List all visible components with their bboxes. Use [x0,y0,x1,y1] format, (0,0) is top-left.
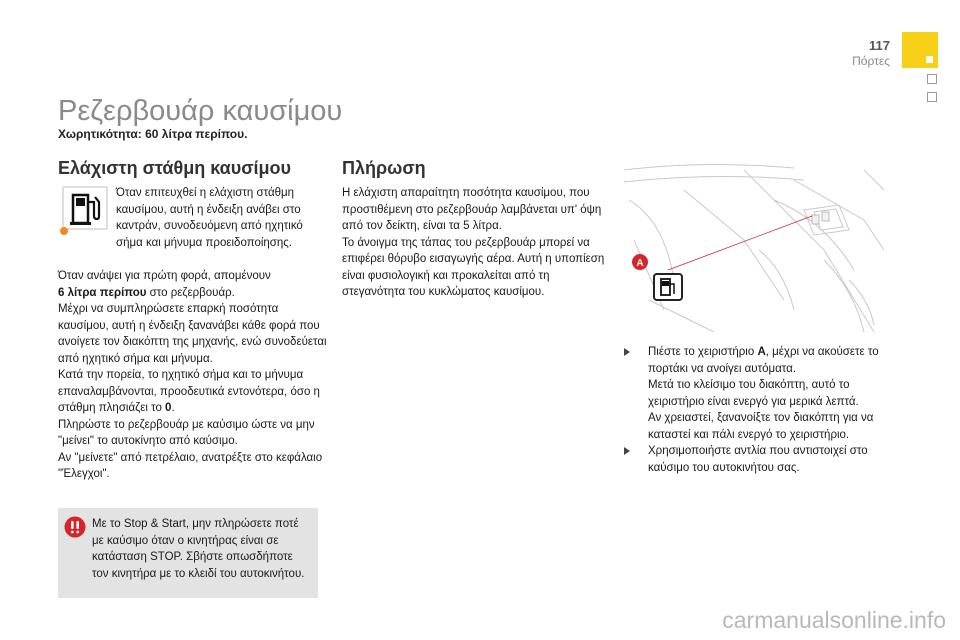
low-fuel-para-2: Μέχρι να συμπληρώσετε επαρκή ποσότητα καυσίμου, αυτή η ένδειξη ξανανάβει κάθε φορά που ανοίγετε τον διακόπτη της μηχανής, ενώ συνοδεύεται από ηχητικό σήμα και μήνυμα. [58,303,327,365]
tab-marker [926,56,933,63]
warning-text: Με το Stop & Start, μην πληρώσετε ποτέ με καύσιμο όταν ο κινητήρας είναι σε κατάσταση STOP. Σβήστε οπωσδήποτε τον κινητήρα με το κλειδί του αυτοκινήτου. [92,518,305,580]
stop-start-warning [58,508,318,598]
low-fuel-para-5: Αν "μείνετε" από πετρέλαιο, ανατρέξτε στο κεφάλαιο "Έλεγχοι". [58,451,323,480]
low-fuel-para-4: Πληρώστε το ρεζερβουάρ με καύσιμο ώστε να μην "μείνει" το αυτοκίνητο από καύσιμο. [58,418,315,447]
low-fuel-body [58,268,328,483]
low-fuel-para-3: Κατά την πορεία, το ηχητικό σήμα και το μήνυμα επαναλαμβάνονται, προοδευτικά εντονότερα, όσο η στάθμη πλησιάζει το 0. [58,369,320,414]
page-number: 117 [869,38,890,53]
watermark: carmanualsonline.info [722,607,946,633]
section-name: Πόρτες [852,54,890,68]
orange-indicator-dot [60,227,68,235]
triangle-bullet-icon [624,348,630,356]
door-panel-drawing [624,160,884,332]
low-fuel-heading: Ελάχιστη στάθμη καυσίμου [58,158,291,178]
instruction-list [624,344,894,476]
fuel-flap-switch-illustration [624,160,884,332]
refuelling-para-2: Το άνοιγμα της τάπας του ρεζερβουάρ μπορεί να επιφέρει θόρυβο εισαγωγής αέρα. Αυτή η υποπίεση είναι φυσιολογική και προκαλείται από τη στεγανότητα του κυκλώματος καυσίμου. [342,236,605,298]
list-item: Χρησιμοποιήστε αντλία που αντιστοιχεί στο καύσιμο του αυτοκινήτου σας. [624,443,894,476]
marker-a-label: A [636,258,644,269]
triangle-bullet-icon [624,447,630,455]
refuelling-body [342,185,607,301]
chapter-tab-2[interactable] [927,74,937,84]
fuel-pump-icon [62,186,108,230]
list-item-note-1: Μετά τιο κλείσιμο του διακόπτη, αυτό το χειριστήριο είναι ενεργό για μερικά λεπτά. [648,379,859,408]
refuelling-heading: Πλήρωση [342,158,426,178]
chapter-tab-3[interactable] [927,92,937,102]
low-fuel-para-1: Όταν ανάψει για πρώτη φορά, απομένουν 6 λίτρα περίπου στο ρεζερβουάρ. [58,270,271,299]
list-item-note-2: Αν χρειαστεί, ξανανοίξτε τον διακόπτη για να καταστεί και πάλι ενεργό το χειριστήριο. [648,412,874,441]
list-item: Πιέστε το χειριστήριο A, μέχρι να ακούσετε το πορτάκι να ανοίγει αυτόματα. Μετά τιο κλείσιμο του διακόπτη, αυτό το χειριστήριο είναι ενεργό για μερικά λεπτά. Αν χρειαστεί, ξανανοίξτε τον διακόπτη για να καταστεί και πάλι ενεργό το χειριστήριο. [624,344,894,443]
indicator-description: Όταν επιτευχθεί η ελάχιστη στάθμη καυσίμου, αυτή η ένδειξη ανάβει στο καντράν, συνοδευόμενη από ηχητικό σήμα και μήνυμα προειδοποίησης. [116,187,303,249]
refuelling-para-1: Η ελάχιστη απαραίτητη ποσότητα καυσίμου, που προστιθέμενη στο ρεζερβουάρ λαμβάνεται υπ' όψη από τον δείκτη, είναι τα 5 λίτρα. [342,187,602,232]
exclamation-warning-icon [64,516,86,538]
chapter-tab-active[interactable] [902,32,938,68]
fuel-capacity: Χωρητικότητα: 60 λίτρα περίπου. [58,127,248,141]
page-title: Ρεζερβουάρ καυσίμου [58,95,343,127]
